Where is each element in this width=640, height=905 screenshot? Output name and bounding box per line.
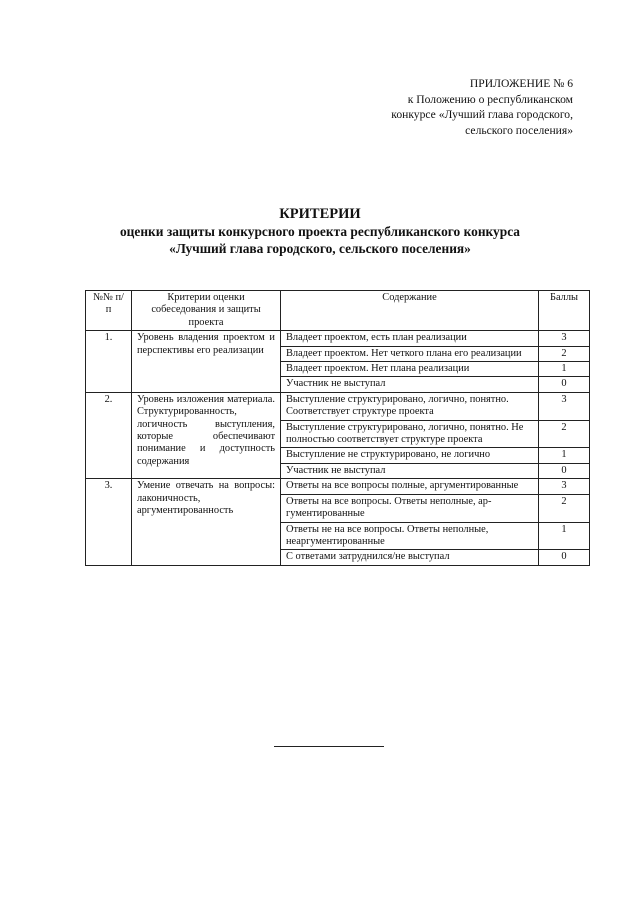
row-content: С ответами затруднился/не выступал: [281, 550, 539, 565]
row-content: Выступление структурировано, логично, понятно. Соответствует структуре проекта: [281, 392, 539, 420]
group-criteria: Умение отвечать на вопросы: лаконичность, аргументированность: [132, 479, 281, 565]
group-number: 3.: [86, 479, 132, 565]
group-criteria: Уровень изложения материала. Структурированность, логичность выступления, которые обеспечивают понимание и доступность содержания: [132, 392, 281, 478]
title-line-2: оценки защиты конкурсного проекта республиканского конкурса: [119, 224, 521, 239]
row-score: 2: [539, 346, 590, 361]
row-content: Ответы на все вопросы. Ответы неполные, аргументированные: [281, 494, 539, 522]
group-number: 1.: [86, 331, 132, 393]
row-score: 0: [539, 550, 590, 565]
appendix-header: [391, 76, 573, 138]
title-line-3: «Лучший глава городского, сельского поселения»: [169, 241, 471, 256]
row-score: 2: [539, 494, 590, 522]
appendix-number: ПРИЛОЖЕНИЕ № 6: [469, 77, 573, 90]
row-content: Владеет проектом. Нет плана реализации: [281, 362, 539, 377]
row-content: Выступление структурировано, логично, понятно. Не полностью соответствует структуре проекта: [281, 420, 539, 448]
table-header-row: [86, 291, 590, 331]
table-row: [86, 479, 590, 494]
end-divider: [274, 746, 384, 747]
row-score: 0: [539, 463, 590, 478]
group-number: 2.: [86, 392, 132, 478]
header-number: №№ п/п: [86, 291, 132, 331]
row-content: Владеет проектом, есть план реализации: [281, 331, 539, 346]
appendix-reference-line-2: конкурсе «Лучший глава городского,: [391, 108, 573, 122]
row-score: 1: [539, 362, 590, 377]
row-content: Ответы не на все вопросы. Ответы неполные, неаргументированные: [281, 522, 539, 550]
title-main: КРИТЕРИИ: [279, 206, 361, 222]
row-content: Выступление не структурировано, не логично: [281, 448, 539, 463]
row-content: Ответы на все вопросы полные, аргументированные: [281, 479, 539, 494]
row-content: Владеет проектом. Нет четкого плана его реализации: [281, 346, 539, 361]
header-content: Содержание: [281, 291, 539, 331]
appendix-reference-line-3: сельского поселения»: [465, 123, 573, 137]
row-content: Участник не выступал: [281, 377, 539, 392]
row-score: 1: [539, 522, 590, 550]
row-score: 3: [539, 331, 590, 346]
row-score: 3: [539, 479, 590, 494]
row-score: 3: [539, 392, 590, 420]
criteria-table: [85, 290, 590, 566]
row-score: 1: [539, 448, 590, 463]
header-criteria: Критерии оценки собеседования и защиты проекта: [132, 291, 281, 331]
row-score: 0: [539, 377, 590, 392]
table-row: [86, 331, 590, 346]
appendix-reference-line-1: к Положению о республиканском: [407, 92, 573, 106]
table-row: [86, 392, 590, 420]
row-score: 2: [539, 420, 590, 448]
row-content: Участник не выступал: [281, 463, 539, 478]
document-title: [0, 205, 640, 257]
group-criteria: Уровень владения проектом и перспективы его реализации: [132, 331, 281, 393]
header-score: Баллы: [539, 291, 590, 331]
